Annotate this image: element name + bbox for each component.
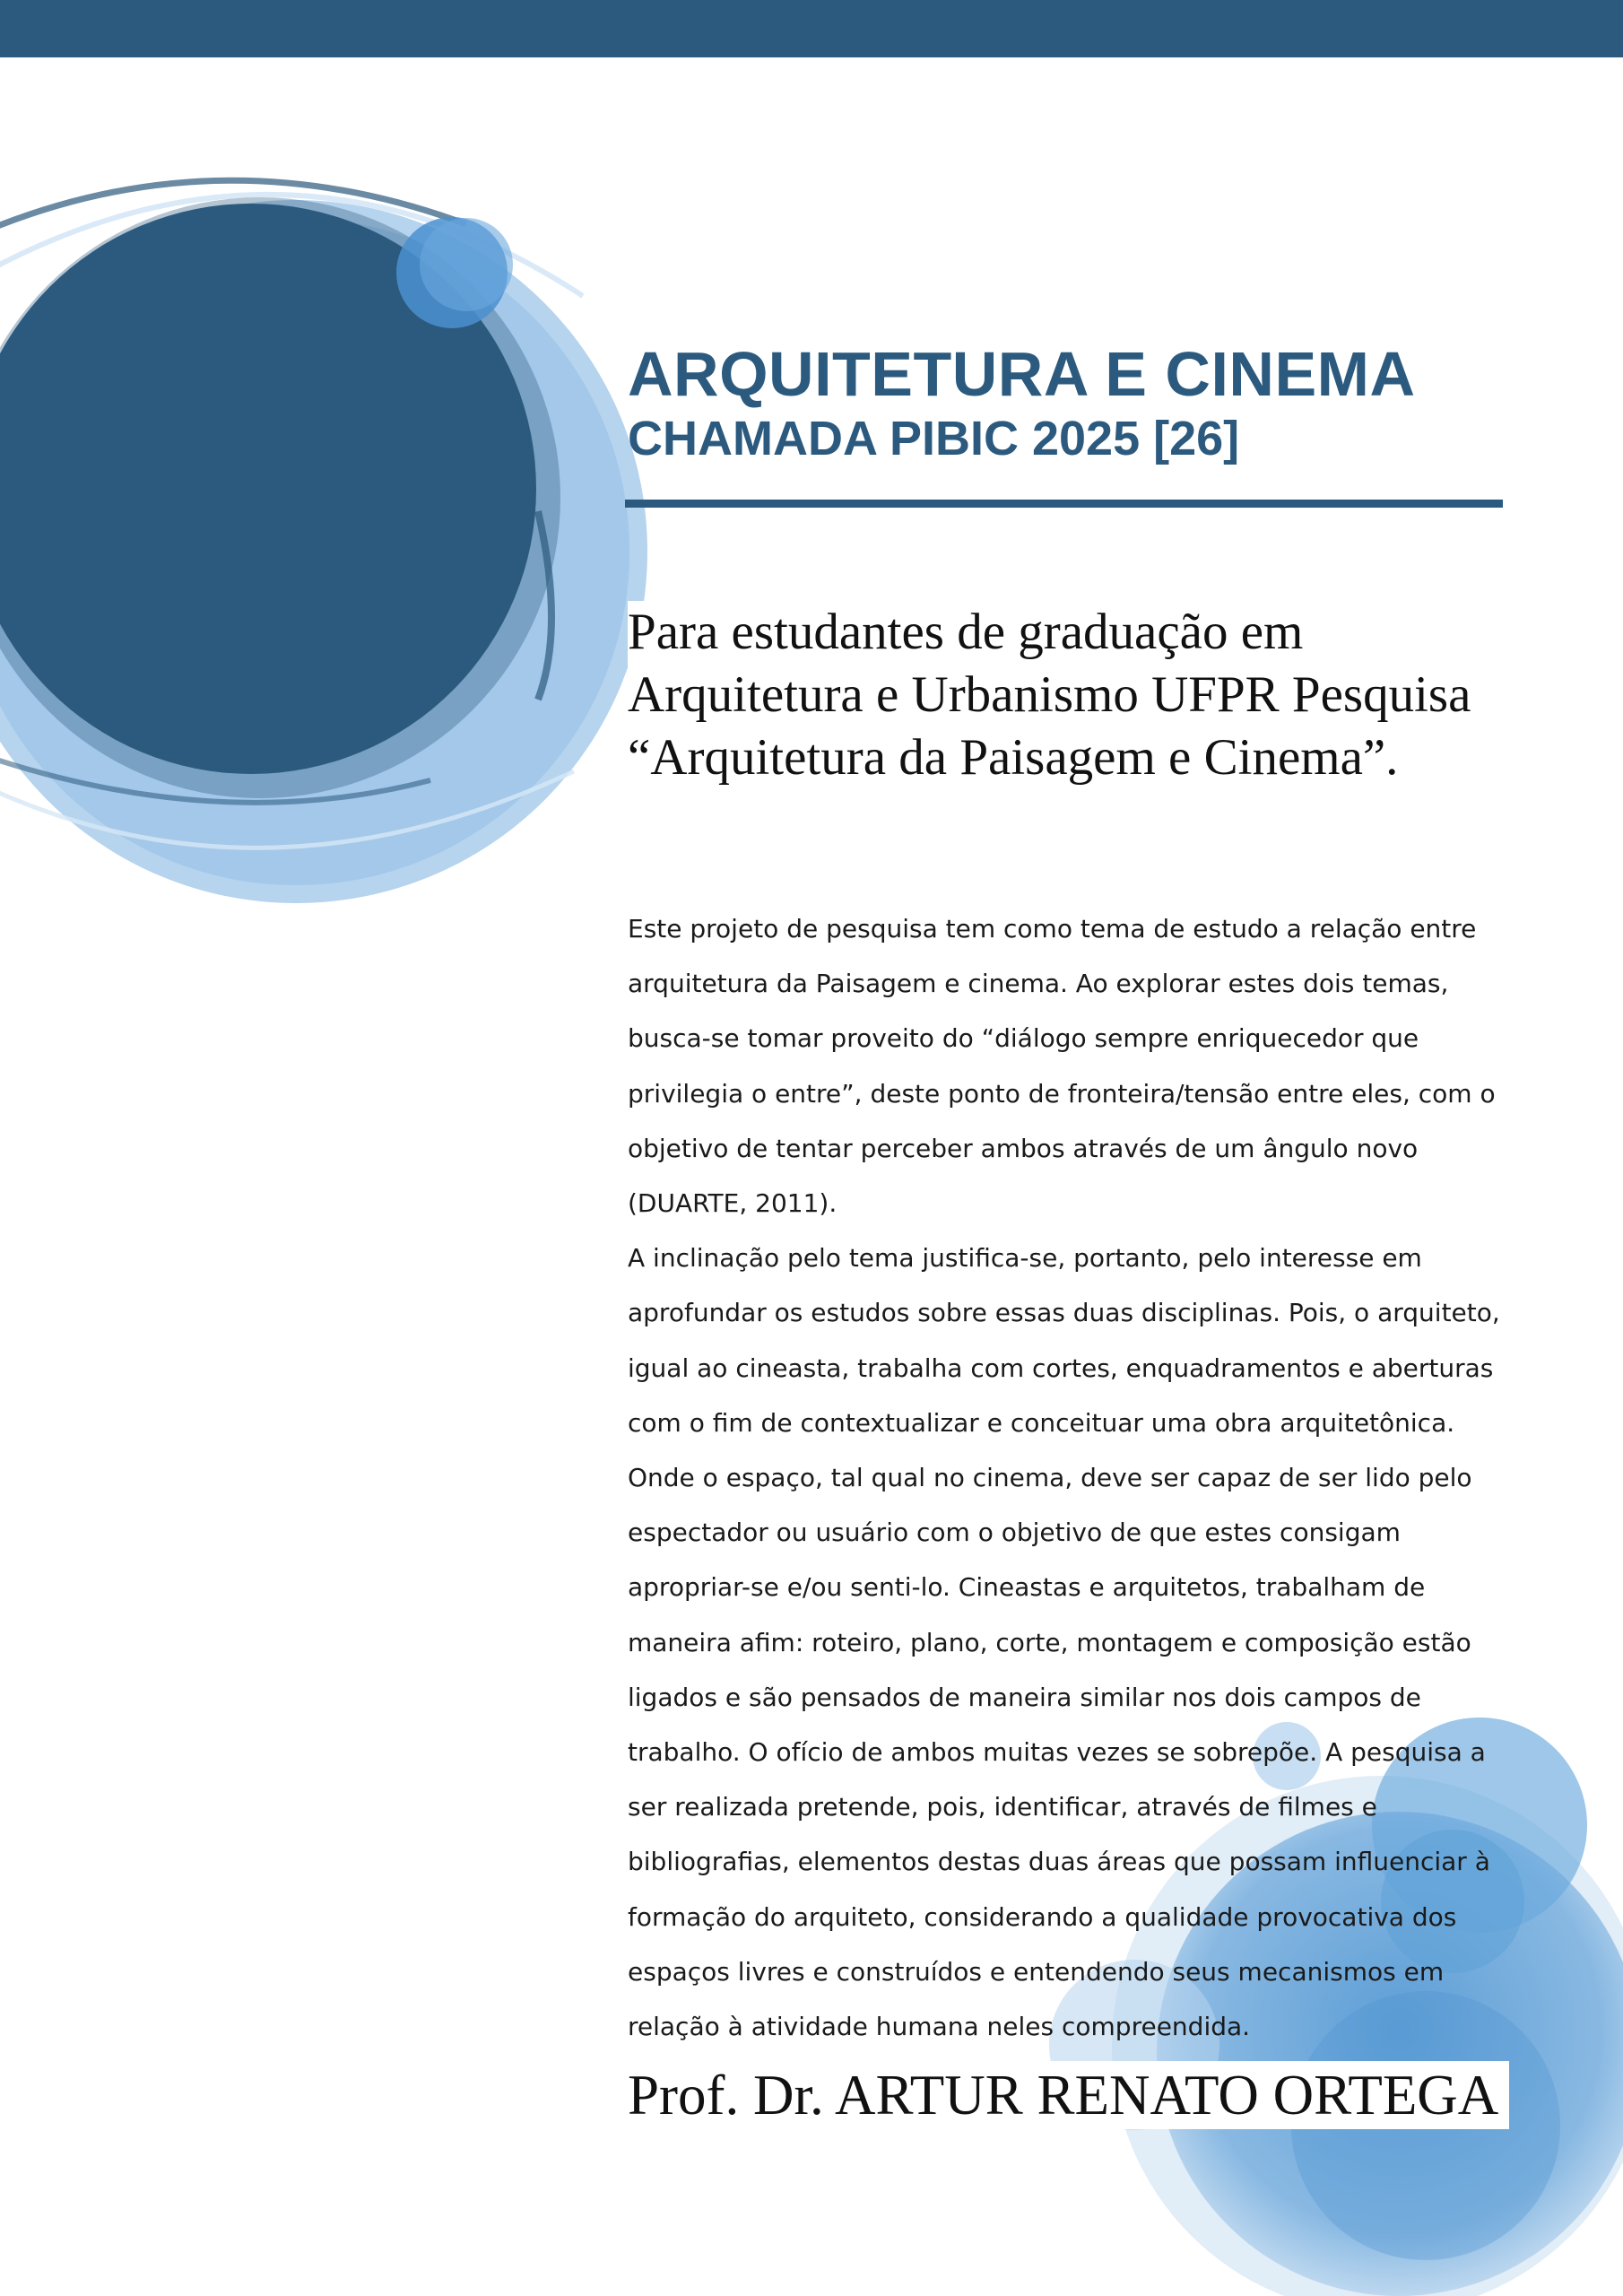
title-divider bbox=[625, 500, 1503, 508]
body-text bbox=[628, 901, 1511, 2054]
body-paragraph-2: A inclinação pelo tema justifica-se, portanto, pelo interesse em aprofundar os estudos sobre essas duas disciplinas. Pois, o arquiteto, igual ao cineasta, trabalha com cortes, enquadramentos e aberturas com o fim de contextualizar e conceituar uma obra arquitetônica. Onde o espaço, tal qual no cinema, deve ser capaz de ser lido pelo espectador ou usuário com o objetivo de que estes consigam apropriar-se e/ou senti-lo. Cineastas e arquitetos, trabalham de maneira afim: roteiro, plano, corte, montagem e composição estão ligados e são pensados de maneira similar nos dois campos de trabalho. O ofício de ambos muitas vezes se sobrepõe. A pesquisa a ser realizada pretende, pois, identificar, através de filmes e bibliografias, elementos destas duas áreas que possam influenciar à formação do arquiteto, considerando a qualidade provocativa dos espaços livres e construídos e entendendo seus mecanismos em relação à atividade humana neles compreendida. bbox=[628, 1243, 1500, 2042]
body-paragraph-1: Este projeto de pesquisa tem como tema de estudo a relação entre arquitetura da Paisagem e cinema. Ao explorar estes dois temas, busca-se tomar proveito do “diálogo sempre enriquecedor que privilegia o entre”, deste ponto de fronteira/tensão entre eles, com o objetivo de tentar perceber ambos através de um ângulo novo (DUARTE, 2011). bbox=[628, 914, 1496, 1219]
title-block bbox=[628, 341, 1506, 465]
author-name: Prof. Dr. ARTUR RENATO ORTEGA bbox=[624, 2061, 1509, 2129]
lead-text: Para estudantes de graduação em Arquitetura e Urbanismo UFPR Pesquisa “Arquitetura da Paisagem e Cinema”. bbox=[628, 601, 1524, 789]
page-title: ARQUITETURA E CINEMA bbox=[628, 339, 1416, 409]
page-subtitle: CHAMADA PIBIC 2025 [26] bbox=[628, 411, 1240, 465]
top-left-circle-motif bbox=[0, 180, 647, 903]
